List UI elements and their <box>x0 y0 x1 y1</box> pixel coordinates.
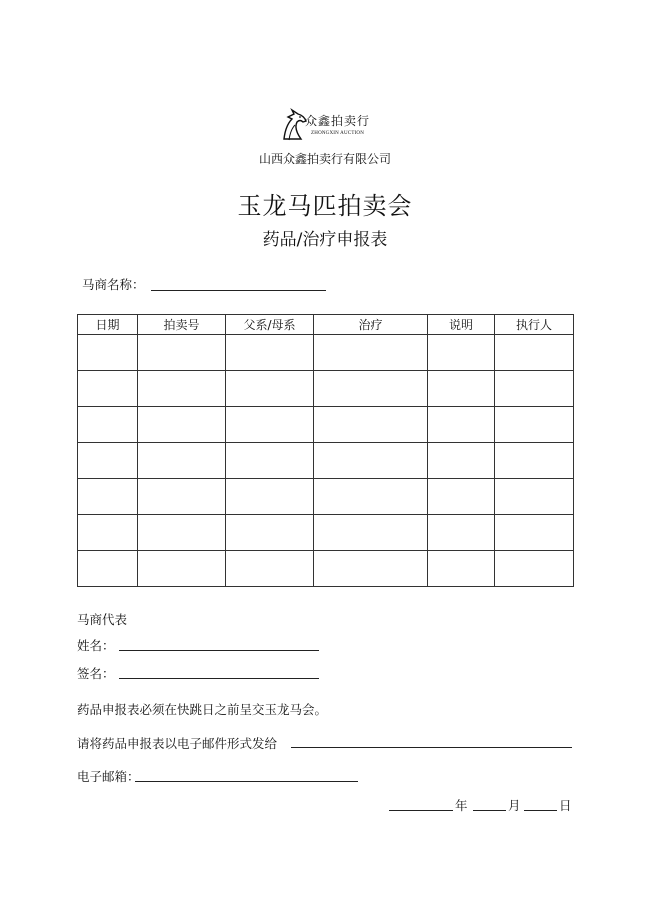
table-cell[interactable] <box>226 371 314 407</box>
table-cell[interactable] <box>226 551 314 587</box>
table-cell[interactable] <box>495 371 574 407</box>
page-subtitle: 药品/治疗申报表 <box>262 230 388 250</box>
table-cell[interactable] <box>495 443 574 479</box>
table-cell[interactable] <box>138 443 226 479</box>
column-header-notes: 说明 <box>428 315 495 335</box>
table-cell[interactable] <box>314 407 428 443</box>
deadline-note: 药品申报表必须在快跳日之前呈交玉龙马会。 <box>77 702 328 717</box>
table-cell[interactable] <box>138 515 226 551</box>
table-row <box>78 335 574 371</box>
treatment-table <box>77 314 574 587</box>
day-label: 日 <box>559 798 572 813</box>
column-header-lot-number: 拍卖号 <box>138 315 226 335</box>
logo-text: 众鑫拍卖行 <box>305 114 371 128</box>
table-cell[interactable] <box>138 479 226 515</box>
horse-dealer-field[interactable] <box>151 290 326 291</box>
table-cell[interactable] <box>495 407 574 443</box>
representative-heading: 马商代表 <box>77 612 128 627</box>
horse-dealer-label: 马商名称： <box>82 277 145 292</box>
table-row <box>78 443 574 479</box>
column-header-date: 日期 <box>78 315 138 335</box>
table-cell[interactable] <box>428 443 495 479</box>
table-cell[interactable] <box>314 479 428 515</box>
table-cell[interactable] <box>78 551 138 587</box>
signature-field[interactable] <box>119 678 319 679</box>
table-row <box>78 371 574 407</box>
month-field[interactable] <box>473 810 506 811</box>
table-cell[interactable] <box>226 515 314 551</box>
page-title: 玉龙马匹拍卖会 <box>237 192 413 220</box>
recipient-email-field[interactable] <box>291 747 572 748</box>
table-cell[interactable] <box>428 335 495 371</box>
column-header-executor: 执行人 <box>495 315 574 335</box>
year-label: 年 <box>455 798 468 813</box>
year-field[interactable] <box>389 810 453 811</box>
table-cell[interactable] <box>495 479 574 515</box>
table-row <box>78 407 574 443</box>
table-cell[interactable] <box>428 371 495 407</box>
table-cell[interactable] <box>78 515 138 551</box>
table-cell[interactable] <box>428 479 495 515</box>
table-cell[interactable] <box>78 335 138 371</box>
table-cell[interactable] <box>314 515 428 551</box>
table-cell[interactable] <box>138 371 226 407</box>
logo-subtext: ZHONGXIN AUCTION <box>311 131 365 136</box>
table-cell[interactable] <box>314 371 428 407</box>
company-logo <box>279 106 379 146</box>
table-cell[interactable] <box>78 479 138 515</box>
table-cell[interactable] <box>428 515 495 551</box>
column-header-pedigree: 父系/母系 <box>226 315 314 335</box>
table-cell[interactable] <box>138 335 226 371</box>
table-cell[interactable] <box>314 551 428 587</box>
month-label: 月 <box>508 798 521 813</box>
table-cell[interactable] <box>428 551 495 587</box>
email-label: 电子邮箱： <box>77 769 140 784</box>
table-cell[interactable] <box>226 479 314 515</box>
table-cell[interactable] <box>428 407 495 443</box>
column-header-treatment: 治疗 <box>314 315 428 335</box>
table-cell[interactable] <box>226 335 314 371</box>
table-row <box>78 479 574 515</box>
day-field[interactable] <box>524 810 557 811</box>
table-header-row <box>78 315 574 335</box>
table-row <box>78 551 574 587</box>
table-cell[interactable] <box>78 371 138 407</box>
email-field[interactable] <box>135 781 358 782</box>
table-cell[interactable] <box>226 443 314 479</box>
table-row <box>78 515 574 551</box>
table-cell[interactable] <box>138 407 226 443</box>
table-cell[interactable] <box>78 407 138 443</box>
table-cell[interactable] <box>495 551 574 587</box>
table-cell[interactable] <box>495 335 574 371</box>
table-cell[interactable] <box>78 443 138 479</box>
email-instruction: 请将药品申报表以电子邮件形式发给 <box>77 736 278 751</box>
name-field[interactable] <box>119 650 319 651</box>
table-cell[interactable] <box>138 551 226 587</box>
table-cell[interactable] <box>226 407 314 443</box>
table-cell[interactable] <box>495 515 574 551</box>
table-cell[interactable] <box>314 443 428 479</box>
company-name: 山西众鑫拍卖行有限公司 <box>258 152 391 166</box>
name-label: 姓名： <box>77 638 115 653</box>
table-cell[interactable] <box>314 335 428 371</box>
signature-label: 签名： <box>77 666 115 681</box>
